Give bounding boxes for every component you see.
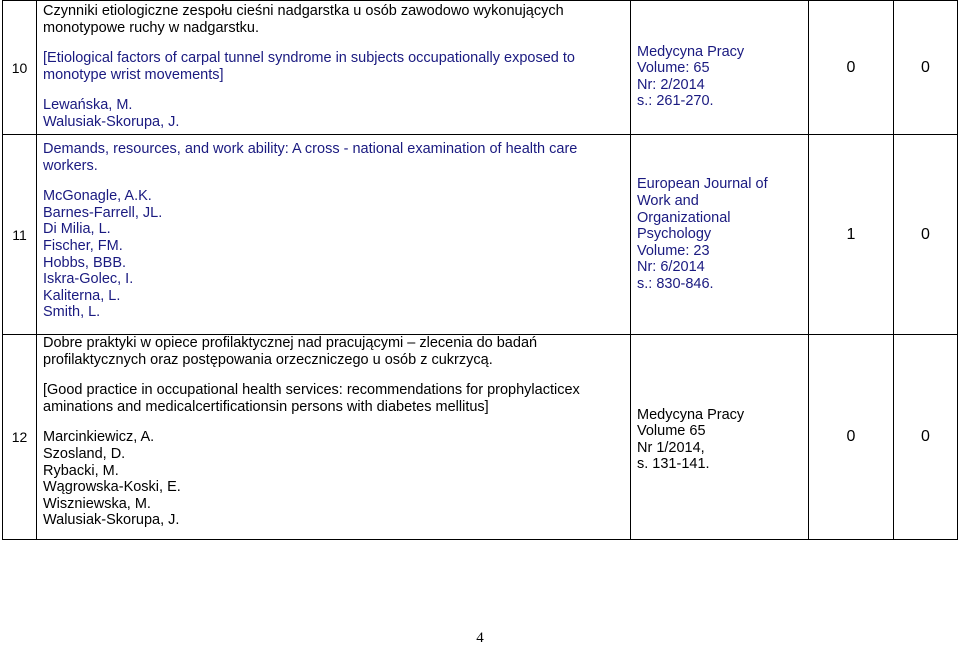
source-journal <box>631 1 809 135</box>
author: Marcinkiewicz, A. <box>43 429 155 446</box>
author: McGonagle, A.K. <box>43 188 152 205</box>
author: Hobbs, BBB. <box>43 254 127 271</box>
title: Demands, resources, and work ability: A cross - national examination of health care workers. <box>43 141 578 174</box>
title-polish: Czynniki etiologiczne zespołu cieśni nadgarstka u osób zawodowo wykonujących monotypowe ruchy w nadgarstku. <box>43 3 564 36</box>
table-row <box>3 135 958 335</box>
journal-volume: Volume 65 <box>637 423 706 440</box>
score-b: 0 <box>894 135 958 335</box>
journal-name-cont: Psychology <box>637 226 712 243</box>
row-number: 10 <box>3 1 37 135</box>
score-a: 0 <box>809 1 894 135</box>
author: Rybacki, M. <box>43 462 119 479</box>
journal-name: Medycyna Pracy <box>637 43 745 60</box>
title-english: [Etiological factors of carpal tunnel syndrome in subjects occupationally exposed to monotype wrist movements] <box>43 50 575 83</box>
source-journal <box>631 135 809 335</box>
author: Wiszniewska, M. <box>43 495 151 512</box>
author: Iskra-Golec, I. <box>43 271 134 288</box>
journal-pages: s.: 830-846. <box>637 275 714 292</box>
authors-list <box>43 188 624 321</box>
publication-description <box>37 135 631 335</box>
journal-name: Medycyna Pracy <box>637 406 745 423</box>
author: Smith, L. <box>43 304 101 321</box>
authors-list <box>43 97 624 130</box>
journal-name: European Journal of <box>637 176 768 193</box>
journal-issue: Nr 1/2014, <box>637 439 705 456</box>
table-row <box>3 335 958 540</box>
journal-issue: Nr: 6/2014 <box>637 259 705 276</box>
journal-volume: Volume: 65 <box>637 60 710 77</box>
author: Kaliterna, L. <box>43 287 121 304</box>
page-number: 4 <box>476 630 484 646</box>
journal-pages: s.: 261-270. <box>637 93 714 110</box>
score-b: 0 <box>894 335 958 540</box>
title-english: [Good practice in occupational health services: recommendations for prophylacticex aminations and medicalcertificationsin persons with diabetes mellitus] <box>43 382 580 415</box>
journal-name-cont: Organizational <box>637 209 731 226</box>
author: Barnes-Farrell, JL. <box>43 204 163 221</box>
journal-issue: Nr: 2/2014 <box>637 76 705 93</box>
publication-description <box>37 335 631 540</box>
row-number: 12 <box>3 335 37 540</box>
title-polish: Dobre praktyki w opiece profilaktycznej nad pracującymi – zlecenia do badań profilaktycznych oraz postępowania orzeczniczego u osób z cukrzycą. <box>43 335 538 368</box>
journal-volume: Volume: 23 <box>637 242 710 259</box>
author: Wągrowska-Koski, E. <box>43 479 181 496</box>
table-row <box>3 1 958 135</box>
author: Szosland, D. <box>43 445 126 462</box>
authors-list <box>43 429 624 529</box>
publication-description <box>37 1 631 135</box>
author: Lewańska, M. <box>43 97 133 114</box>
journal-name-cont: Work and <box>637 193 699 210</box>
source-journal <box>631 335 809 540</box>
author: Walusiak-Skorupa, J. <box>43 113 180 130</box>
author: Walusiak-Skorupa, J. <box>43 512 180 529</box>
journal-pages: s. 131-141. <box>637 456 710 473</box>
score-b: 0 <box>894 1 958 135</box>
score-a: 1 <box>809 135 894 335</box>
author: Di Milia, L. <box>43 221 111 238</box>
publications-table-wrapper <box>2 0 958 540</box>
author: Fischer, FM. <box>43 237 123 254</box>
row-number: 11 <box>3 135 37 335</box>
score-a: 0 <box>809 335 894 540</box>
publications-table <box>2 0 958 540</box>
